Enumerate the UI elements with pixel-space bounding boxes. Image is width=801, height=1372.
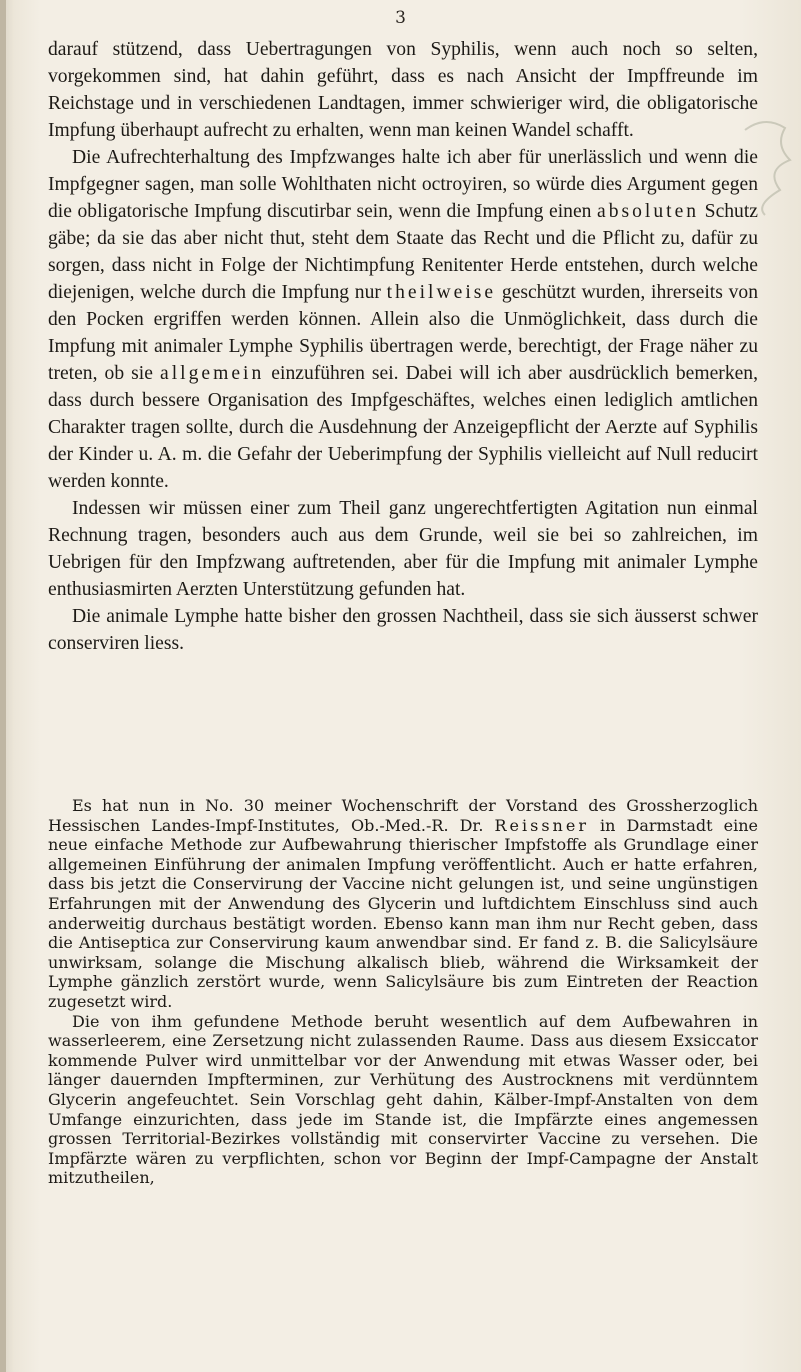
paragraph-2 — [48, 144, 758, 495]
emphasis-reissner: Reissner — [494, 815, 589, 835]
small-paragraph-1-part-a: Es hat nun in No. 30 meiner Wochenschrift der Vorstand des Grossherzoglich Hessischen Landes-Impf-Institutes, Ob.-Med.-R. Dr. — [48, 796, 758, 835]
main-text-block — [48, 36, 758, 657]
small-print-block — [48, 796, 758, 1188]
paragraph-4: Die animale Lymphe hatte bisher den grossen Nachtheil, dass sie sich äusserst schwer conserviren liess. — [48, 606, 758, 654]
paragraph-2-part-a: Die Aufrechterhaltung des Impfzwanges halte ich aber für unerlässlich und wenn die Impfgegner sagen, man solle Wohlthaten nicht octroyiren, so würde dies Argument gegen die obligatorische Impfung discutirbar sein, wenn die Impfung einen — [48, 147, 758, 222]
emphasis-allgemein: allgemein — [160, 363, 265, 384]
page-spine-shadow — [0, 0, 6, 1372]
small-paragraph-1 — [48, 796, 758, 1012]
emphasis-absoluten: absoluten — [597, 201, 700, 222]
page-number: 3 — [395, 8, 406, 28]
emphasis-theilweise: theilweise — [386, 282, 497, 303]
paragraph-3: Indessen wir müssen einer zum Theil ganz ungerechtfertigten Agitation nun einmal Rechnung tragen, besonders auch aus dem Grunde, weil sie bei so zahlreichen, im Uebrigen für den Impfzwang auftretenden, aber für die Impfung mit animaler Lymphe enthusiasmirten Aerzten Unterstützung gefunden hat. — [48, 498, 758, 600]
small-paragraph-2: Die von ihm gefundene Methode beruht wesentlich auf dem Aufbewahren in wasserleerem, eine Zersetzung nicht zulassenden Raume. Dass aus diesem Exsiccator kommende Pulver wird unmittelbar vor der Anwendung mit etwas Wasser oder, bei länger dauernden Impfterminen, zur Verhütung des Austrocknens mit verdünntem Glycerin angefeuchtet. Sein Vorschlag geht dahin, Kälber-Impf-Anstalten von dem Umfange einzurichten, dass jede im Stande ist, die Impfärzte eines angemessen grossen Territorial-Bezirkes vollständig mit conservirter Vaccine zu versehen. Die Impfärzte wären zu verpflichten, schon vor Beginn der Impf-Campagne der Anstalt mitzutheilen, — [48, 1011, 758, 1188]
paragraph-1: darauf stützend, dass Uebertragungen von Syphilis, wenn auch noch so selten, vorgekommen sind, hat dahin geführt, dass es nach Ansicht der Impffreunde im Reichstage und in verschiedenen Landtagen, immer schwieriger wird, die obligatorische Impfung überhaupt aufrecht zu erhalten, wenn man keinen Wandel schafft. — [48, 39, 758, 141]
small-paragraph-1-part-c: in Darmstadt eine neue einfache Methode zur Aufbewahrung thierischer Impfstoffe als Grundlage einer allgemeinen Einführung der animalen Impfung veröffentlicht. Auch er hatte erfahren, dass bis jetzt die Conservirung der Vaccine nicht gelungen ist, und seine ungünstigen Erfahrungen mit der Anwendung des Glycerin und luftdichtem Einschluss sind auch anderweitig durchaus bestätigt worden. Ebenso kann man ihm nur Recht geben, dass die Antiseptica zur Conservirung kaum anwendbar sind. Er fand z. B. die Salicylsäure unwirksam, solange die Mischung alkalisch blieb, während die Wirksamkeit der Lymphe gänzlich zerstört wurde, wenn Salicylsäure bis zum Eintreten der Reaction zugesetzt wird. — [48, 815, 759, 1011]
paragraph-2-part-c: Schutz gäbe; da sie das aber nicht thut, steht dem Staate das Recht und die Pflicht zu, dafür zu sorgen, dass nicht in Folge der Nichtimpfung Renitenter Herde entstehen, durch welche diejenigen, welche durch die Impfung nur — [48, 201, 758, 303]
paragraph-2-part-g: einzuführen sei. Dabei will ich aber ausdrücklich bemerken, dass durch bessere Organisation des Impfgeschäftes, welches einen lediglich amtlichen Charakter tragen sollte, durch die Ausdehnung der Anzeigepflicht der Aerzte auf Syphilis der Kinder u. A. m. die Gefahr der Ueberimpfung der Syphilis vielleicht auf Null reducirt werden konnte. — [48, 363, 759, 492]
paragraph-2-part-e: geschützt wurden, ihrerseits von den Pocken ergriffen werden können. Allein also die Unmöglichkeit, dass durch die Impfung mit animaler Lymphe Syphilis übertragen werde, berechtigt, der Frage näher zu treten, ob sie — [48, 282, 758, 384]
margin-stain-mark — [735, 110, 795, 220]
